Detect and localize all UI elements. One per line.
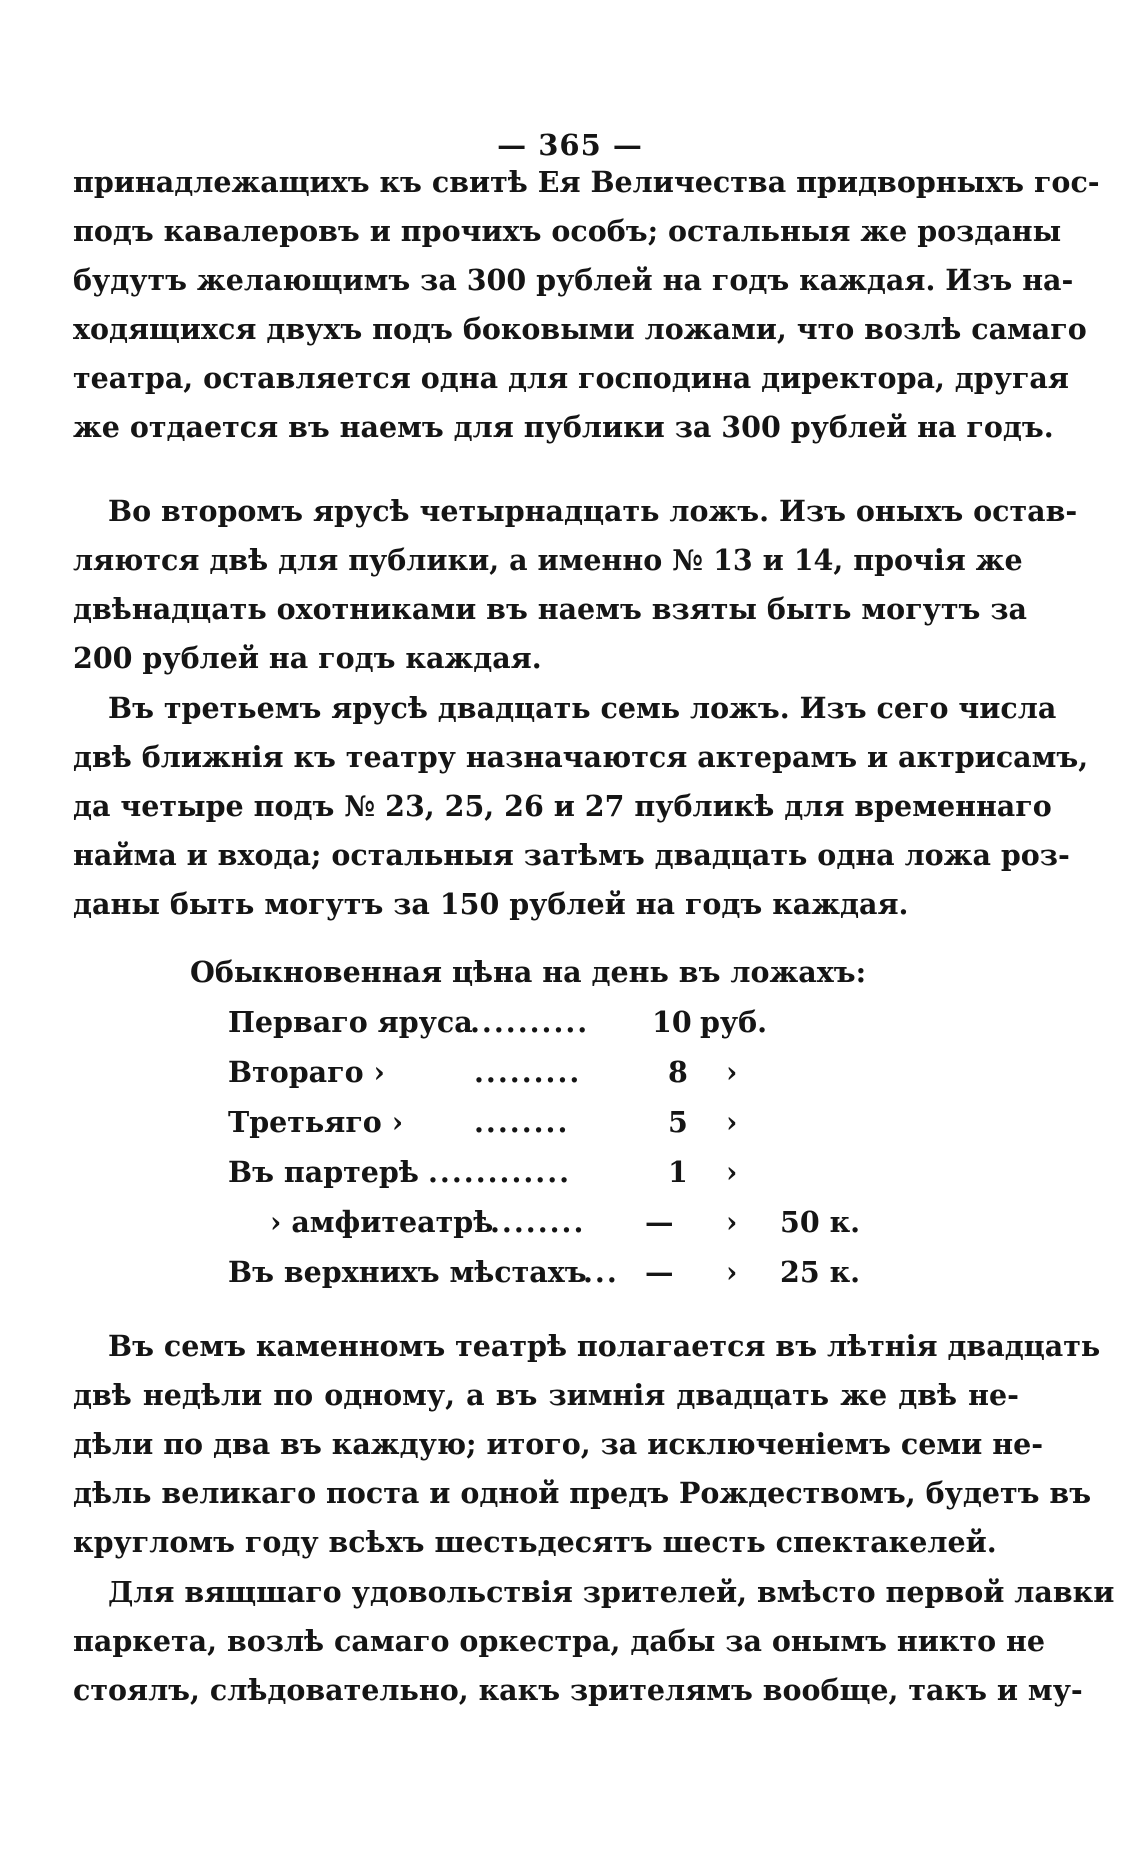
paragraph-3 [73, 684, 1089, 929]
text-line: театра, оставляется одна для господина директора, другая [73, 361, 1069, 395]
price-row [0, 1105, 1140, 1155]
text-line: даны быть могутъ за 150 рублей на годъ каждая. [73, 887, 909, 921]
paragraph-2 [73, 487, 1078, 683]
row-leader-dots: ........ [490, 1205, 586, 1239]
text-line: же отдается въ наемъ для публики за 300 рублей на годъ. [73, 410, 1054, 444]
row-kopecks: 50 к. [780, 1205, 861, 1239]
price-row [0, 1155, 1140, 1205]
row-kopecks: 25 к. [780, 1255, 861, 1289]
row-label: Въ верхнихъ мѣстахъ [228, 1255, 587, 1289]
text-line: дѣль великаго поста и одной предъ Рождествомъ, будетъ въ [73, 1476, 1092, 1510]
text-line: найма и входа; остальныя затѣмъ двадцать одна ложа роз- [73, 838, 1070, 872]
row-price: 5 [668, 1105, 688, 1139]
text-line: Для вящшаго удовольствія зрителей, вмѣсто первой лавки [108, 1575, 1115, 1609]
row-unit: руб. [700, 1005, 768, 1039]
text-line: кругломъ году всѣхъ шестьдесятъ шесть спектакелей. [73, 1525, 997, 1559]
row-label: Въ партерѣ [228, 1155, 419, 1189]
price-row [0, 1005, 1140, 1055]
row-unit: › [726, 1155, 738, 1189]
page-number: — 365 — [497, 128, 643, 162]
paragraph-4 [73, 1322, 1101, 1567]
text-line: Въ семъ каменномъ театрѣ полагается въ лѣтнія двадцать [108, 1329, 1101, 1363]
text-line: будутъ желающимъ за 300 рублей на годъ каждая. Изъ на- [73, 263, 1074, 297]
paragraph-1 [73, 158, 1100, 452]
text-line: подъ кавалеровъ и прочихъ особъ; остальныя же розданы [73, 214, 1062, 248]
price-row [0, 1055, 1140, 1105]
text-line: ходящихся двухъ подъ боковыми ложами, что возлѣ самаго [73, 312, 1087, 346]
text-line: принадлежащихъ къ свитѣ Ея Величества придворныхъ гос- [73, 165, 1100, 199]
text-line: стоялъ, слѣдовательно, какъ зрителямъ вообще, такъ и му- [73, 1673, 1083, 1707]
price-table-caption: Обыкновенная цѣна на день въ ложахъ: [190, 955, 867, 989]
price-row [0, 1255, 1140, 1305]
text-line: Во второмъ ярусѣ четырнадцать ложъ. Изъ оныхъ остав- [108, 494, 1078, 528]
row-price: 10 [652, 1005, 692, 1039]
text-line: да четыре подъ № 23, 25, 26 и 27 публикѣ для временнаго [73, 789, 1052, 823]
row-leader-dots: ... [583, 1255, 619, 1289]
row-label: Втораго › [228, 1055, 385, 1089]
text-line: 200 рублей на годъ каждая. [73, 641, 542, 675]
row-price: — [645, 1255, 674, 1289]
row-label: Третьяго › [228, 1105, 404, 1139]
row-unit: › [726, 1105, 738, 1139]
row-price: 8 [668, 1055, 688, 1089]
text-line: двѣнадцать охотниками въ наемъ взяты быть могутъ за [73, 592, 1027, 626]
row-leader-dots: ......... [474, 1055, 582, 1089]
price-row [0, 1205, 1140, 1255]
text-line: двѣ ближнія къ театру назначаются актерамъ и актрисамъ, [73, 740, 1089, 774]
row-price: — [645, 1205, 674, 1239]
text-line: паркета, возлѣ самаго оркестра, дабы за онымъ никто не [73, 1624, 1046, 1658]
text-line: Въ третьемъ ярусѣ двадцать семь ложъ. Изъ сего числа [108, 691, 1057, 725]
row-unit: › [726, 1055, 738, 1089]
row-unit: › [726, 1255, 738, 1289]
paragraph-5 [73, 1568, 1115, 1715]
text-line: дѣли по два въ каждую; итого, за исключеніемъ семи не- [73, 1427, 1044, 1461]
text-line: двѣ недѣли по одному, а въ зимнія двадцать же двѣ не- [73, 1378, 1019, 1412]
text-line: ляются двѣ для публики, а именно № 13 и 14, прочія же [73, 543, 1023, 577]
row-label: › амфитеатрѣ [270, 1205, 494, 1239]
row-label: Перваго яруса [228, 1005, 473, 1039]
row-unit: › [726, 1205, 738, 1239]
row-leader-dots: ........ [474, 1105, 570, 1139]
row-leader-dots: .......... [470, 1005, 590, 1039]
row-price: 1 [668, 1155, 688, 1189]
row-leader-dots: ............ [428, 1155, 572, 1189]
